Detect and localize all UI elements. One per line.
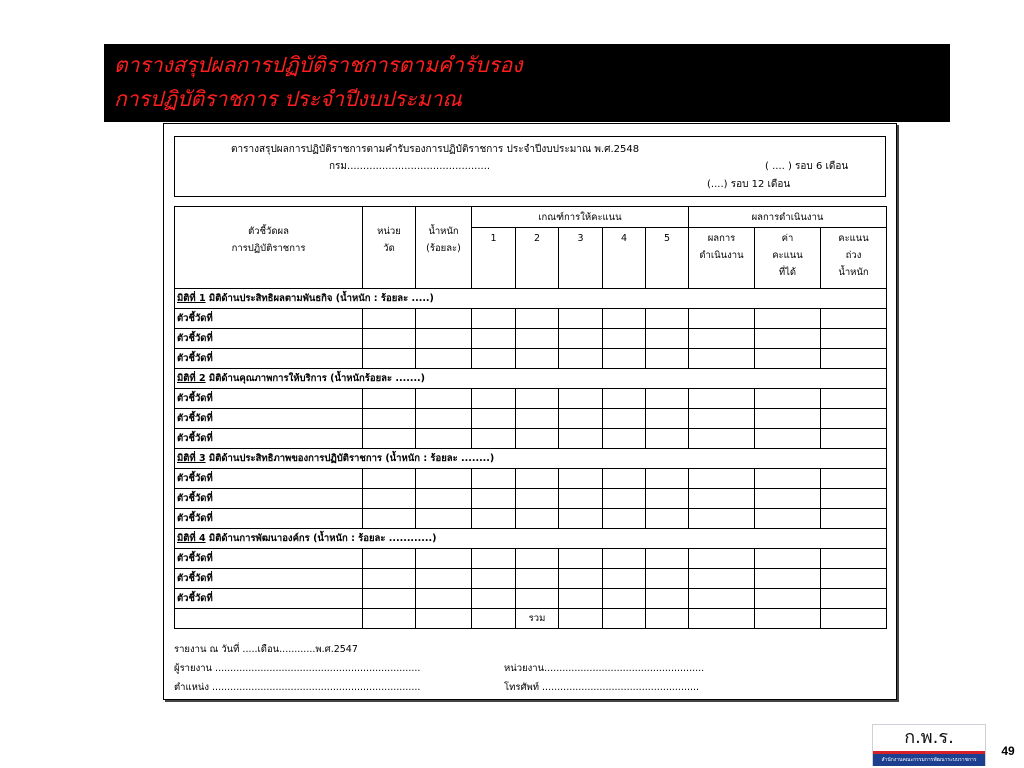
empty-cell [175, 609, 363, 629]
empty-cell [821, 429, 887, 449]
empty-cell [363, 609, 416, 629]
indicator-row [175, 549, 887, 569]
empty-cell [516, 469, 559, 489]
empty-cell [603, 329, 646, 349]
col-weight-sublabel: (ร้อยละ) [426, 243, 461, 254]
dimension-number: มิติที่ 1 [177, 293, 206, 304]
empty-cell [821, 349, 887, 369]
logo-text: ก.พ.ร. [904, 727, 954, 748]
indicator-row [175, 489, 887, 509]
empty-cell [516, 329, 559, 349]
indicator-label: ตัวชี้วัดที่ [175, 469, 363, 489]
dimension-title: มิติด้านคุณภาพการให้บริการ (น้ำหนักร้อยละ .......) [205, 373, 425, 384]
footer-agency: หน่วยงาน..................................................... [504, 663, 705, 674]
empty-cell [603, 389, 646, 409]
empty-cell [689, 409, 755, 429]
empty-cell [755, 549, 821, 569]
empty-cell [689, 489, 755, 509]
form-header-option-12-months: (....) รอบ 12 เดือน [707, 179, 791, 190]
empty-cell [646, 509, 689, 529]
empty-cell [689, 429, 755, 449]
col-unit-sublabel: วัด [383, 243, 395, 254]
criteria-level-5: 5 [646, 228, 689, 289]
footer-report-date: รายงาน ณ วันที่ .....เดือน............พ.ศ.2547 [174, 644, 358, 655]
dimension-row [175, 289, 887, 309]
empty-cell [646, 349, 689, 369]
indicator-row [175, 389, 887, 409]
empty-cell [689, 589, 755, 609]
dimension-row [175, 449, 887, 469]
empty-cell [363, 389, 416, 409]
dimension-title: มิติด้านประสิทธิภาพของการปฏิบัติราชการ (น้ำหนัก : ร้อยละ ........) [205, 453, 495, 464]
empty-cell [821, 589, 887, 609]
total-label: รวม [516, 609, 559, 629]
empty-cell [821, 309, 887, 329]
empty-cell [559, 609, 603, 629]
col-performance-label-2: ดำเนินงาน [699, 250, 744, 261]
empty-cell [689, 309, 755, 329]
empty-cell [755, 309, 821, 329]
indicator-label: ตัวชี้วัดที่ [175, 569, 363, 589]
indicator-row [175, 329, 887, 349]
empty-cell [559, 429, 603, 449]
empty-cell [603, 489, 646, 509]
scanned-form [163, 123, 897, 700]
empty-cell [821, 389, 887, 409]
dimension-row [175, 369, 887, 389]
dimension-row [175, 529, 887, 549]
col-score-label-3: ที่ได้ [778, 267, 797, 278]
empty-cell [472, 309, 516, 329]
form-footer [174, 642, 886, 698]
empty-cell [516, 389, 559, 409]
dimension-number: มิติที่ 3 [177, 453, 206, 464]
empty-cell [689, 329, 755, 349]
empty-cell [416, 309, 472, 329]
empty-cell [821, 469, 887, 489]
criteria-level-3: 3 [559, 228, 603, 289]
empty-cell [559, 469, 603, 489]
empty-cell [559, 389, 603, 409]
dimension-number: มิติที่ 4 [177, 533, 206, 544]
dimension-number: มิติที่ 2 [177, 373, 206, 384]
col-weighted-label-3: น้ำหนัก [838, 267, 869, 278]
col-indicator-label: ตัวชี้วัดผล [248, 226, 289, 237]
empty-cell [689, 509, 755, 529]
indicator-row [175, 509, 887, 529]
empty-cell [516, 309, 559, 329]
empty-cell [821, 569, 887, 589]
empty-cell [472, 609, 516, 629]
empty-cell [416, 589, 472, 609]
footer-phone: โทรศัพท์ .................................................... [504, 682, 700, 693]
empty-cell [559, 509, 603, 529]
empty-cell [363, 349, 416, 369]
slide-title-line-2: การปฏิบัติราชการ ประจำปีงบประมาณ [114, 87, 462, 111]
criteria-group-header: เกณฑ์การให้คะแนน [472, 207, 689, 228]
opdc-logo [872, 724, 986, 766]
empty-cell [821, 409, 887, 429]
footer-reporter: ผู้รายงาน .................................................................... [174, 663, 421, 674]
col-score-header [755, 228, 821, 289]
empty-cell [516, 509, 559, 529]
empty-cell [559, 329, 603, 349]
indicator-row [175, 469, 887, 489]
summary-table [174, 206, 887, 629]
logo-subtitle: สำนักงานคณะกรรมการพัฒนาระบบราชการ [881, 757, 977, 763]
table-header-row-1 [175, 207, 887, 228]
empty-cell [472, 509, 516, 529]
dimension-title: มิติด้านการพัฒนาองค์กร (น้ำหนัก : ร้อยละ ............) [205, 533, 437, 544]
empty-cell [363, 509, 416, 529]
empty-cell [755, 569, 821, 589]
empty-cell [821, 549, 887, 569]
empty-cell [755, 389, 821, 409]
empty-cell [472, 409, 516, 429]
empty-cell [689, 349, 755, 369]
empty-cell [559, 489, 603, 509]
empty-cell [755, 329, 821, 349]
col-weight-label: น้ำหนัก [428, 226, 459, 237]
empty-cell [416, 469, 472, 489]
empty-cell [646, 389, 689, 409]
indicator-row [175, 409, 887, 429]
col-weighted-label-1: คะแนน [838, 233, 869, 244]
empty-cell [603, 309, 646, 329]
indicator-label: ตัวชี้วัดที่ [175, 489, 363, 509]
empty-cell [516, 549, 559, 569]
col-weighted-label-2: ถ่วง [845, 250, 862, 261]
empty-cell [603, 349, 646, 369]
empty-cell [363, 309, 416, 329]
empty-cell [689, 569, 755, 589]
empty-cell [755, 469, 821, 489]
empty-cell [646, 469, 689, 489]
empty-cell [603, 429, 646, 449]
indicator-row [175, 429, 887, 449]
empty-cell [472, 429, 516, 449]
indicator-label: ตัวชี้วัดที่ [175, 329, 363, 349]
empty-cell [603, 589, 646, 609]
empty-cell [821, 489, 887, 509]
empty-cell [646, 609, 689, 629]
dimension-heading [175, 289, 887, 309]
indicator-row [175, 309, 887, 329]
empty-cell [472, 469, 516, 489]
indicator-row [175, 569, 887, 589]
criteria-level-2: 2 [516, 228, 559, 289]
col-unit-header [363, 207, 416, 289]
form-header-box [174, 136, 886, 197]
empty-cell [416, 489, 472, 509]
page-number: 49 [1001, 744, 1015, 758]
empty-cell [689, 609, 755, 629]
empty-cell [646, 589, 689, 609]
indicator-row [175, 349, 887, 369]
empty-cell [416, 329, 472, 349]
form-header-option-6-months: ( .... ) รอบ 6 เดือน [765, 161, 849, 172]
indicator-label: ตัวชี้วัดที่ [175, 589, 363, 609]
indicator-label: ตัวชี้วัดที่ [175, 509, 363, 529]
indicator-label: ตัวชี้วัดที่ [175, 389, 363, 409]
col-performance-label-1: ผลการ [707, 233, 736, 244]
empty-cell [559, 569, 603, 589]
empty-cell [416, 349, 472, 369]
empty-cell [363, 589, 416, 609]
empty-cell [416, 609, 472, 629]
empty-cell [516, 409, 559, 429]
empty-cell [516, 569, 559, 589]
empty-cell [689, 469, 755, 489]
empty-cell [755, 349, 821, 369]
empty-cell [603, 569, 646, 589]
criteria-level-1: 1 [472, 228, 516, 289]
empty-cell [559, 349, 603, 369]
dimension-heading [175, 449, 887, 469]
empty-cell [646, 549, 689, 569]
col-score-label-1: ค่า [781, 233, 794, 244]
empty-cell [472, 329, 516, 349]
form-header-title: ตารางสรุปผลการปฏิบัติราชการตามคำรับรองการปฏิบัติราชการ ประจำปีงบประมาณ พ.ศ.2548 [231, 144, 640, 155]
indicator-label: ตัวชี้วัดที่ [175, 409, 363, 429]
empty-cell [755, 429, 821, 449]
empty-cell [416, 509, 472, 529]
empty-cell [559, 549, 603, 569]
empty-cell [516, 429, 559, 449]
indicator-label: ตัวชี้วัดที่ [175, 549, 363, 569]
empty-cell [603, 509, 646, 529]
col-indicator-header [175, 207, 363, 289]
results-group-header: ผลการดำเนินงาน [689, 207, 887, 228]
slide-title-bar [104, 44, 950, 122]
empty-cell [646, 489, 689, 509]
col-weight-header [416, 207, 472, 289]
empty-cell [559, 309, 603, 329]
empty-cell [472, 549, 516, 569]
empty-cell [603, 609, 646, 629]
empty-cell [755, 589, 821, 609]
empty-cell [603, 549, 646, 569]
empty-cell [755, 509, 821, 529]
empty-cell [363, 429, 416, 449]
empty-cell [363, 489, 416, 509]
empty-cell [472, 569, 516, 589]
empty-cell [646, 409, 689, 429]
footer-position: ตำแหน่ง ..................................................................... [174, 682, 421, 693]
form-header-dept: กรม............................................. [329, 161, 491, 172]
empty-cell [363, 409, 416, 429]
empty-cell [363, 549, 416, 569]
indicator-label: ตัวชี้วัดที่ [175, 349, 363, 369]
col-indicator-sublabel: การปฏิบัติราชการ [231, 243, 306, 254]
empty-cell [472, 589, 516, 609]
empty-cell [559, 409, 603, 429]
dimension-heading [175, 369, 887, 389]
empty-cell [416, 569, 472, 589]
empty-cell [416, 389, 472, 409]
empty-cell [416, 409, 472, 429]
indicator-label: ตัวชี้วัดที่ [175, 309, 363, 329]
empty-cell [821, 509, 887, 529]
empty-cell [516, 349, 559, 369]
empty-cell [516, 489, 559, 509]
empty-cell [603, 469, 646, 489]
empty-cell [755, 489, 821, 509]
dimension-heading [175, 529, 887, 549]
criteria-level-4: 4 [603, 228, 646, 289]
empty-cell [472, 349, 516, 369]
empty-cell [603, 409, 646, 429]
empty-cell [646, 309, 689, 329]
slide-title-line-1: ตารางสรุปผลการปฏิบัติราชการตามคำรับรอง [114, 53, 523, 77]
empty-cell [363, 329, 416, 349]
col-score-label-2: คะแนน [772, 250, 803, 261]
empty-cell [755, 609, 821, 629]
empty-cell [646, 569, 689, 589]
empty-cell [363, 569, 416, 589]
empty-cell [559, 589, 603, 609]
empty-cell [821, 609, 887, 629]
col-performance-header [689, 228, 755, 289]
indicator-label: ตัวชี้วัดที่ [175, 429, 363, 449]
dimension-title: มิติด้านประสิทธิผลตามพันธกิจ (น้ำหนัก : ร้อยละ .....) [205, 293, 434, 304]
col-weighted-score-header [821, 228, 887, 289]
empty-cell [689, 549, 755, 569]
total-row [175, 609, 887, 629]
empty-cell [472, 489, 516, 509]
indicator-row [175, 589, 887, 609]
empty-cell [416, 429, 472, 449]
empty-cell [755, 409, 821, 429]
empty-cell [646, 329, 689, 349]
empty-cell [646, 429, 689, 449]
empty-cell [689, 389, 755, 409]
empty-cell [516, 589, 559, 609]
col-unit-label: หน่วย [377, 226, 401, 237]
empty-cell [363, 469, 416, 489]
empty-cell [472, 389, 516, 409]
empty-cell [821, 329, 887, 349]
empty-cell [416, 549, 472, 569]
